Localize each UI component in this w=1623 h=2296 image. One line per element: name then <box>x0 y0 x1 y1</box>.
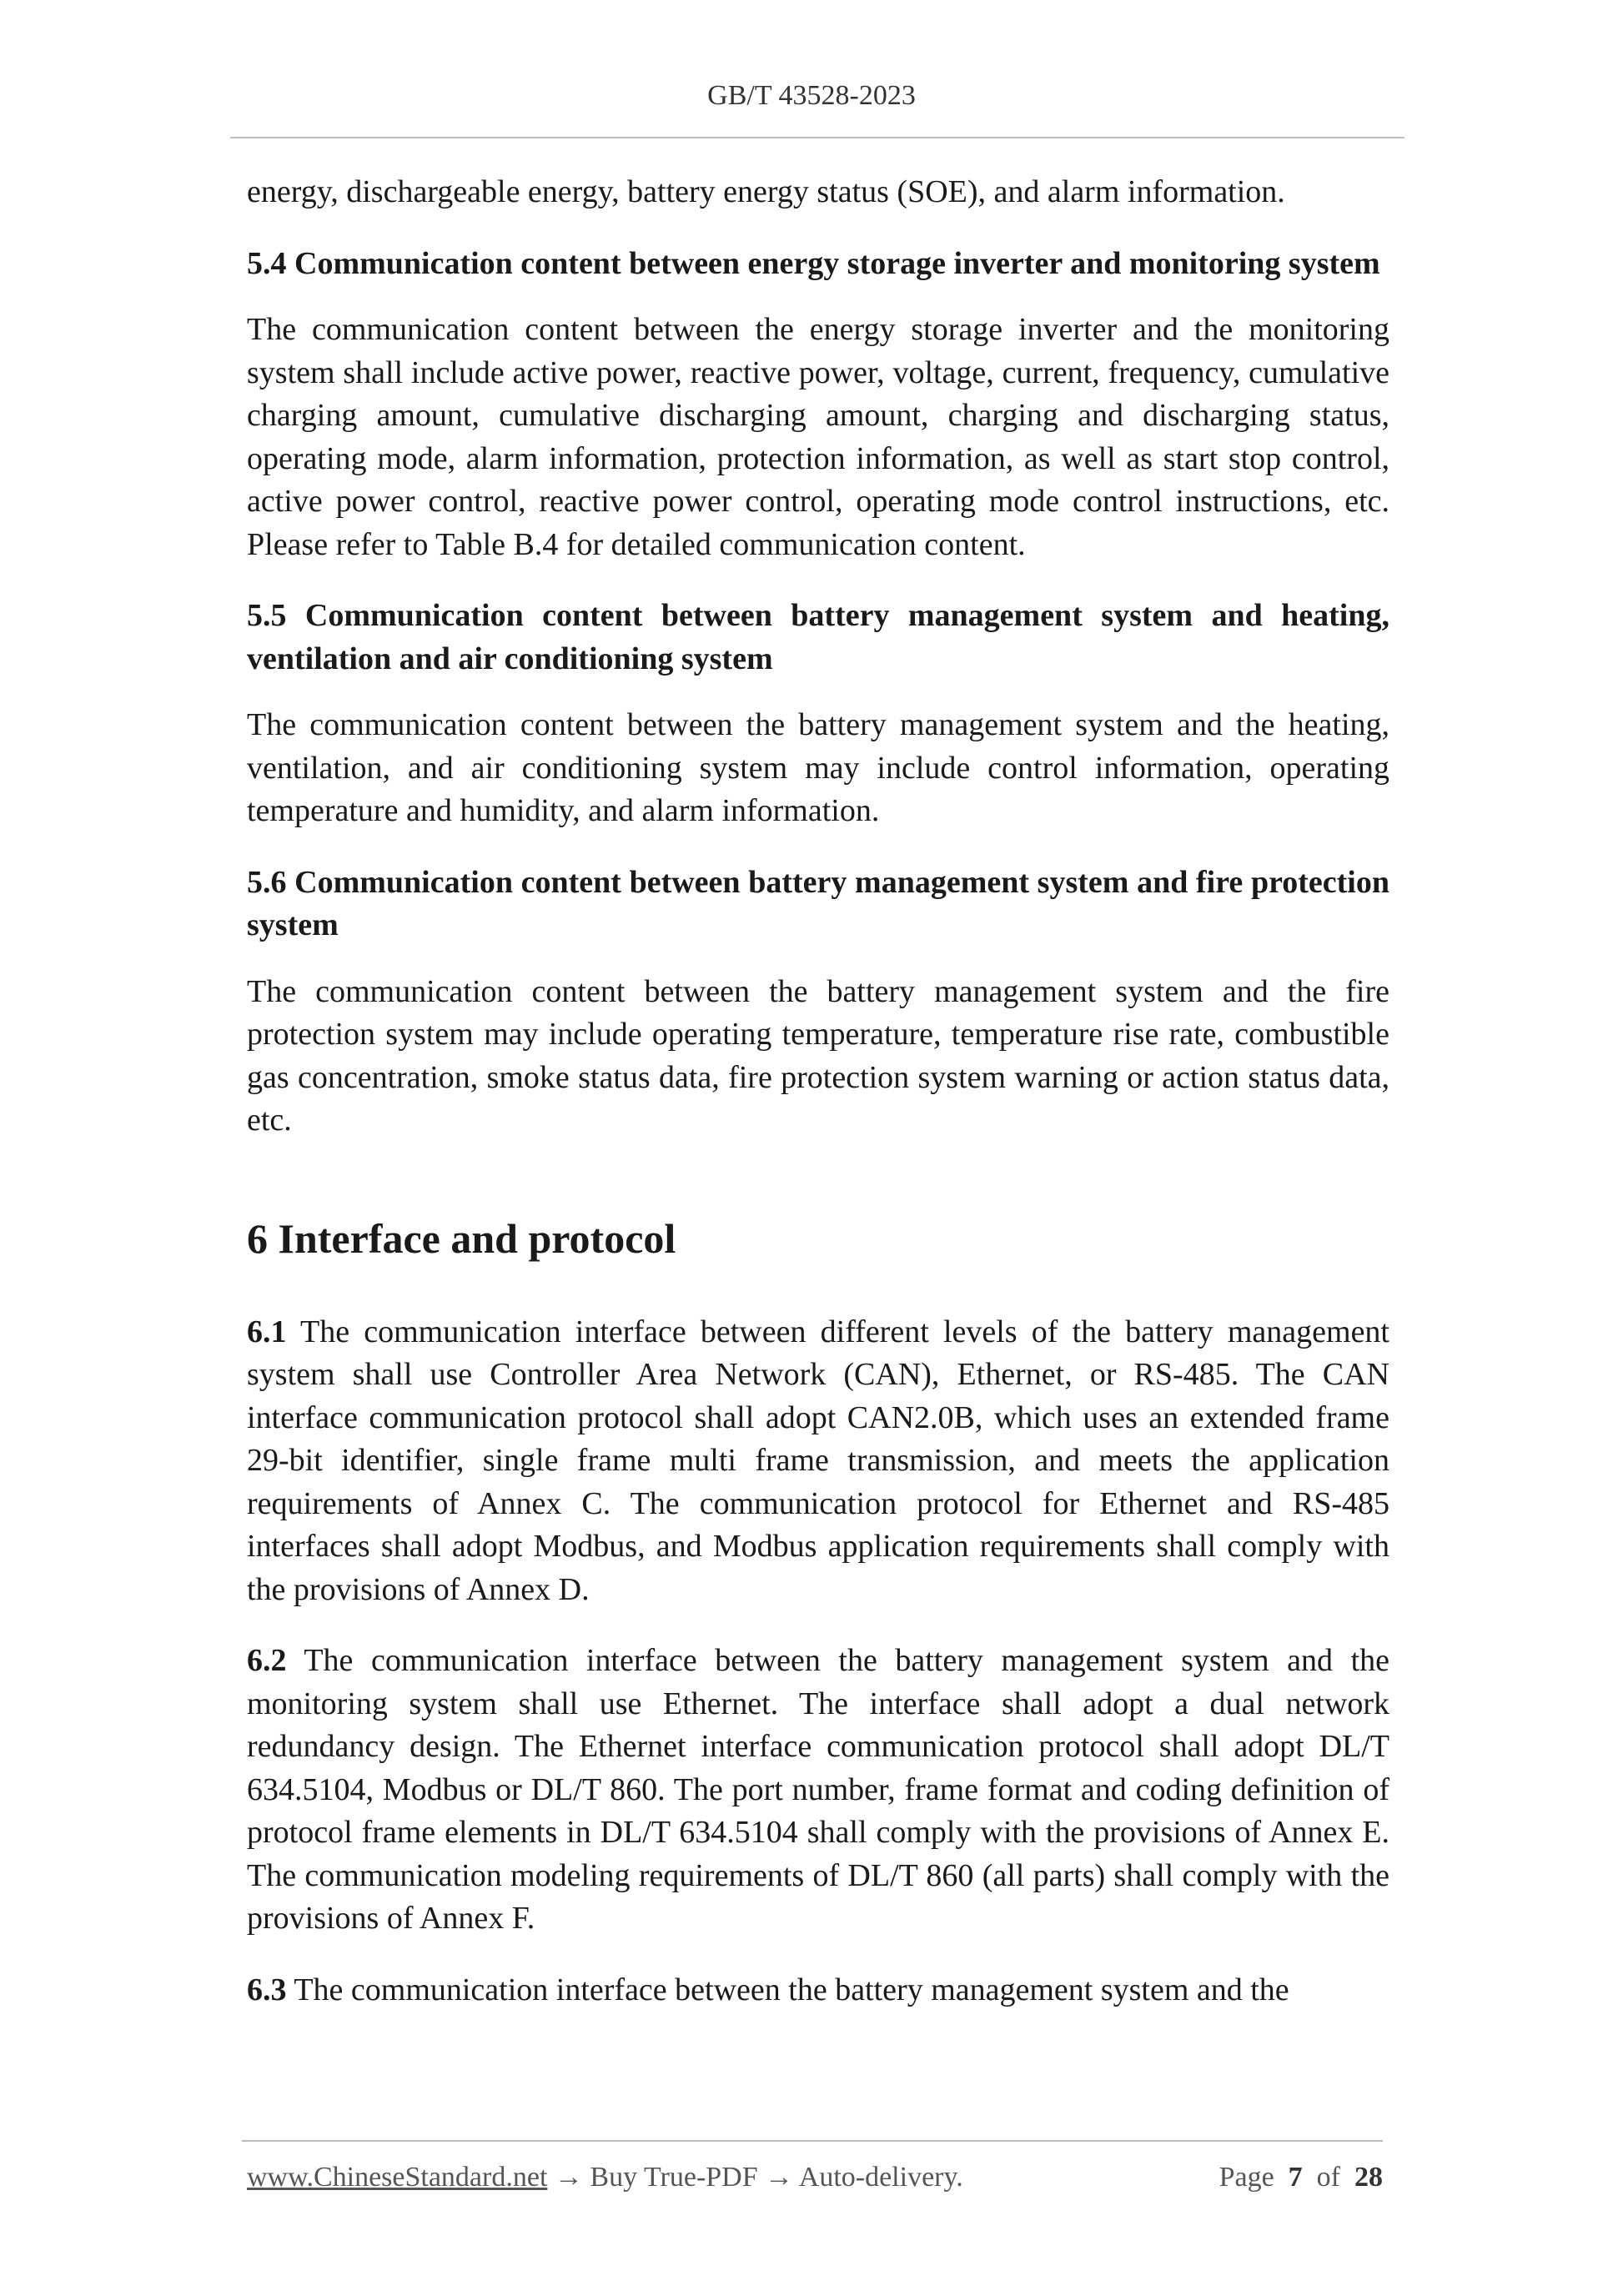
section-6-3-text: The communication interface between the battery management system and the <box>286 1972 1289 2007</box>
section-5-6-text: The communication content between the battery management system and the fire protection system may include operating temperature, temperature rise rate, combustible gas concentration, smoke status data, fire protection system warning or action status data, etc. <box>247 973 1389 1138</box>
clause-6-heading: 6 Interface and protocol <box>247 1214 676 1262</box>
footer-promo <box>247 2162 963 2193</box>
site-link[interactable]: www.ChineseStandard.net <box>247 2162 548 2193</box>
header-divider <box>230 137 1404 138</box>
section-6-2-paragraph <box>247 1640 1389 1941</box>
page-number <box>1219 2162 1383 2193</box>
promo-text: → Buy True-PDF → Auto-delivery. <box>547 2162 963 2193</box>
page-of: of <box>1316 2162 1340 2193</box>
section-6-1-text: The communication interface between different levels of the battery management system shall use Controller Area Network (CAN), Ethernet, or RS-485. The CAN interface communication protocol shall adopt CAN2.0B, which uses an extended frame 29-bit identifier, single frame multi frame transmission, and meets the application requirements of Annex C. The communication protocol for Ethernet and RS-485 interfaces shall adopt Modbus, and Modbus application requirements shall comply with the provisions of Annex D. <box>247 1314 1389 1607</box>
page-current: 7 <box>1288 2162 1303 2193</box>
section-6-2-text: The communication interface between the battery management system and the monitoring system shall use Ethernet. The interface shall adopt a dual network redundancy design. The Ethernet interface communication protocol shall adopt DL/T 634.5104, Modbus or DL/T 860. The port number, frame format and coding definition of protocol frame elements in DL/T 634.5104 shall comply with the provisions of Annex E. The communication modeling requirements of DL/T 860 (all parts) shall comply with the provisions of Annex F. <box>247 1643 1389 1936</box>
section-6-2-number: 6.2 <box>247 1643 287 1678</box>
section-5-5-text: The communication content between the battery management system and the heating, ventilation, and air conditioning system may include control information, operating temperature and humidity, and alarm information. <box>247 707 1389 828</box>
section-6-3-paragraph <box>247 1969 1389 2012</box>
section-5-4-heading: 5.4 Communication content between energy storage inverter and monitoring system <box>247 245 1380 281</box>
section-6-1-number: 6.1 <box>247 1314 287 1349</box>
page-total: 28 <box>1354 2162 1383 2193</box>
page-label: Page <box>1219 2162 1274 2193</box>
page-header: GB/T 43528-2023 <box>707 80 916 111</box>
section-5-5-heading: 5.5 Communication content between battery management system and heating, ventilation and air conditioning system <box>247 598 1389 676</box>
document-body <box>247 171 1389 2012</box>
section-5-4-text: The communication content between the energy storage inverter and the monitoring system shall include active power, reactive power, voltage, current, frequency, cumulative charging amount, cumulative discharging amount, charging and discharging status, operating mode, alarm information, protection information, as well as start stop control, active power control, reactive power control, operating mode control instructions, etc. Please refer to Table B.4 for detailed communication content. <box>247 312 1389 562</box>
continued-paragraph: energy, dischargeable energy, battery energy status (SOE), and alarm information. <box>247 174 1285 209</box>
section-5-6-heading: 5.6 Communication content between battery management system and fire protection system <box>247 864 1389 942</box>
section-6-1-paragraph <box>247 1311 1389 1612</box>
footer-divider <box>242 2140 1383 2142</box>
section-6-3-number: 6.3 <box>247 1972 287 2007</box>
